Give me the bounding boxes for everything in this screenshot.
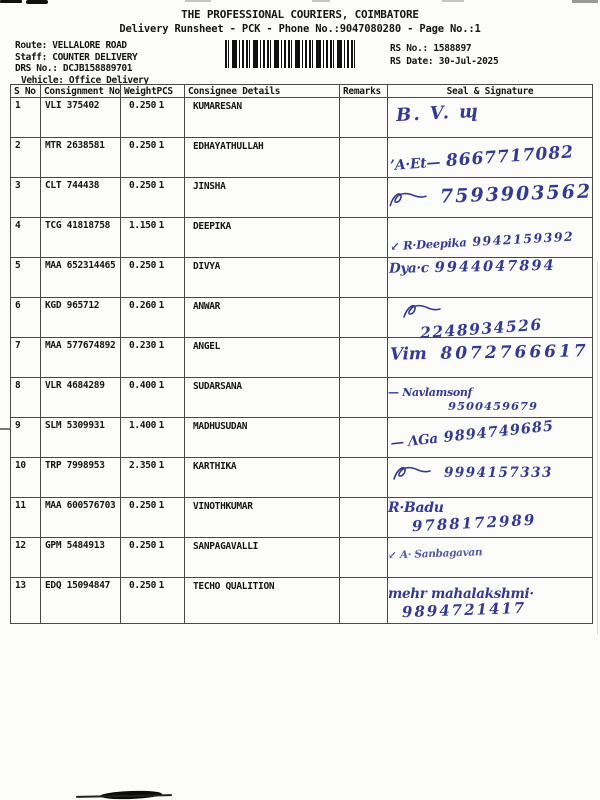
signature-cell <box>388 378 593 418</box>
weight-pcs-cell <box>121 418 185 458</box>
weight-pcs-cell <box>121 578 185 624</box>
pcs-value: 1 <box>158 580 164 592</box>
drs-value: DCJB158889701 <box>62 63 133 74</box>
signature-text: ’A·Et— <box>389 154 441 174</box>
table-row <box>11 498 593 538</box>
sno-cell: 13 <box>11 578 41 624</box>
table-row <box>11 138 593 178</box>
weight-pcs-cell <box>121 338 185 378</box>
pcs-value: 1 <box>158 340 164 352</box>
signature-text: Vim <box>389 344 427 366</box>
scan-dash <box>442 0 464 2</box>
consignment-cell: GPM 5484913 <box>41 538 121 578</box>
handwritten-signature <box>388 301 592 343</box>
header-seal-signature: Seal & Signature <box>388 85 593 98</box>
table-row <box>11 458 593 498</box>
remarks-cell <box>340 178 388 218</box>
header-consignee: Consignee Details <box>185 85 340 98</box>
table-row <box>11 538 593 578</box>
handwritten-signature <box>390 143 593 175</box>
signature-phone: 9894749685 <box>442 417 555 447</box>
pcs-value: 1 <box>158 420 164 432</box>
weight-pcs-cell <box>121 98 185 138</box>
sno-cell: 2 <box>11 138 41 178</box>
rs-no-value: 1588897 <box>433 43 472 54</box>
scan-edge-line <box>597 262 598 634</box>
weight-value: 1.400 <box>129 420 157 432</box>
weight-value: 0.400 <box>129 380 157 392</box>
signature-phone: 9942159392 <box>471 228 575 249</box>
remarks-cell <box>340 338 388 378</box>
handwritten-signature <box>388 586 592 622</box>
handwritten-signature <box>396 97 593 126</box>
consignee-cell: KARTHIKA <box>185 458 340 498</box>
weight-pcs-cell <box>121 178 185 218</box>
shipment-info-block <box>15 40 149 86</box>
pcs-value: 1 <box>158 540 164 552</box>
signature-cell <box>388 178 593 218</box>
consignment-cell: VLI 375402 <box>41 98 121 138</box>
signature-cell <box>388 538 593 578</box>
signature-phone: 9500459679 <box>448 398 539 413</box>
vehicle-value: Office Delivery <box>68 74 149 86</box>
scan-mark-top-left <box>26 0 48 4</box>
signature-cell <box>388 578 593 624</box>
pcs-value: 1 <box>158 220 164 231</box>
handwritten-signature <box>388 387 592 412</box>
consignee-cell: JINSHA <box>185 178 340 218</box>
consignee-cell: EDHAYATHULLAH <box>185 138 340 178</box>
signature-text: B. V. ɰ <box>395 100 481 127</box>
consignee-cell: SANPAGAVALLI <box>185 538 340 578</box>
table-row <box>11 338 593 378</box>
consignment-cell: EDQ 15094847 <box>41 578 121 624</box>
scan-dash <box>572 0 598 3</box>
remarks-cell <box>340 418 388 458</box>
signature-cell <box>388 458 593 498</box>
weight-value: 2.350 <box>129 460 157 472</box>
sno-cell: 11 <box>11 498 41 538</box>
handwritten-signature <box>389 341 592 366</box>
signature-phone: 9788172989 <box>411 510 537 536</box>
handwritten-signature <box>389 257 592 276</box>
signature-text: R·Badu <box>388 500 444 517</box>
signature-cell <box>388 338 593 378</box>
rs-date-value: 30-Jul-2025 <box>438 56 499 67</box>
staff-value: COUNTER DELIVERY <box>52 51 138 63</box>
page-subtitle: Delivery Runsheet - PCK - Phone No.:9047080280 - Page No.:1 <box>119 23 481 35</box>
scan-edge-tick <box>0 428 10 430</box>
scan-dash <box>312 0 330 2</box>
sno-cell: 1 <box>11 98 41 138</box>
rs-date-line: RS Date: 30-Jul-2025 <box>390 56 499 67</box>
sno-cell: 10 <box>11 458 41 498</box>
table-row <box>11 178 593 218</box>
scan-dash <box>185 0 211 2</box>
signature-scribble <box>402 301 442 321</box>
table-row <box>11 578 593 624</box>
weight-value: 0.250 <box>129 540 157 552</box>
remarks-cell <box>340 258 388 298</box>
signature-cell <box>388 258 593 298</box>
signature-phone: 8667717082 <box>445 142 575 172</box>
weight-pcs-cell <box>121 138 185 178</box>
header-weight: Weight <box>124 86 157 97</box>
sno-cell: 3 <box>11 178 41 218</box>
remarks-cell <box>340 578 388 624</box>
sno-cell: 5 <box>11 258 41 298</box>
consignment-cell: VLR 4684289 <box>41 378 121 418</box>
signature-phone: 7593903562 <box>439 180 593 208</box>
consignment-cell: SLM 5309931 <box>41 418 121 458</box>
pcs-value: 1 <box>158 100 164 111</box>
remarks-cell <box>340 378 388 418</box>
handwritten-signature <box>388 500 592 536</box>
weight-pcs-cell <box>121 258 185 298</box>
pcs-value: 1 <box>158 380 164 392</box>
consignee-cell: ANGEL <box>185 338 340 378</box>
consignment-cell: TRP 7998953 <box>41 458 121 498</box>
pcs-value: 1 <box>158 260 164 271</box>
signature-phone: 8072766617 <box>440 341 589 365</box>
remarks-cell <box>340 218 388 258</box>
rs-info-block <box>390 42 498 68</box>
table-row <box>11 298 593 338</box>
weight-value: 0.250 <box>129 260 157 271</box>
signature-phone: 2248934526 <box>419 314 544 343</box>
sno-cell: 12 <box>11 538 41 578</box>
remarks-cell <box>340 138 388 178</box>
remarks-cell <box>340 98 388 138</box>
table-header-row <box>11 85 593 98</box>
signature-cell <box>388 298 593 343</box>
page-title: THE PROFESSIONAL COURIERS, COIMBATORE <box>181 8 419 21</box>
weight-value: 0.250 <box>129 580 157 592</box>
consignee-cell: DIVYA <box>185 258 340 298</box>
weight-value: 1.150 <box>129 220 157 231</box>
consignee-cell: KUMARESAN <box>185 98 340 138</box>
remarks-cell <box>340 498 388 538</box>
weight-value: 0.250 <box>129 500 157 512</box>
signature-cell <box>388 498 593 538</box>
vehicle-line: Vehicle: Office Delivery <box>21 74 149 86</box>
signature-text: ↙ R·Deepika <box>389 234 467 253</box>
consignee-cell: TECHO QUALITION <box>185 578 340 624</box>
remarks-cell <box>340 298 388 338</box>
signature-phone: 9944047894 <box>434 256 556 276</box>
scan-mark-top-left <box>0 0 22 3</box>
table-row <box>11 258 593 298</box>
drs-line: DRS No.: DCJB158889701 <box>15 63 133 74</box>
weight-value: 0.260 <box>129 300 157 311</box>
pcs-value: 1 <box>158 140 164 151</box>
handwritten-signature <box>388 544 592 562</box>
pcs-value: 1 <box>158 180 164 191</box>
runsheet-table <box>10 84 593 624</box>
signature-text: mehr mahalakshmi· <box>388 586 534 603</box>
table-row <box>11 378 593 418</box>
signature-text: ↙ A· Sanbagavan <box>387 546 483 562</box>
consignment-cell: CLT 744438 <box>41 178 121 218</box>
weight-pcs-cell <box>121 458 185 498</box>
sno-cell: 4 <box>11 218 41 258</box>
weight-pcs-cell <box>121 378 185 418</box>
runsheet-body <box>11 98 593 624</box>
handwritten-signature <box>390 229 592 253</box>
signature-cell <box>388 138 593 178</box>
handwritten-signature <box>392 463 592 483</box>
header-weight-pcs <box>121 85 185 98</box>
consignment-cell: KGD 965712 <box>41 298 121 338</box>
remarks-cell <box>340 458 388 498</box>
signature-text: — ΛGa <box>389 430 439 452</box>
signature-cell <box>388 98 593 138</box>
weight-pcs-cell <box>121 218 185 258</box>
weight-value: 0.230 <box>129 340 157 352</box>
consignee-cell: VINOTHKUMAR <box>185 498 340 538</box>
handwritten-signature <box>390 415 592 451</box>
signature-scribble <box>388 188 429 209</box>
consignee-cell: MADHUSUDAN <box>185 418 340 458</box>
consignment-cell: TCG 41818758 <box>41 218 121 258</box>
pcs-value: 1 <box>158 300 164 311</box>
pcs-value: 1 <box>158 500 164 512</box>
signature-text: Dya·c <box>388 259 429 277</box>
sno-cell: 6 <box>11 298 41 338</box>
barcode-image <box>225 40 355 68</box>
weight-value: 0.250 <box>129 100 157 111</box>
signature-phone: 9894721417 <box>401 599 527 622</box>
consignment-cell: MAA 577674892 <box>41 338 121 378</box>
consignee-cell: SUDARSANA <box>185 378 340 418</box>
consignment-cell: MAA 600576703 <box>41 498 121 538</box>
signature-cell <box>388 218 593 258</box>
sno-cell: 7 <box>11 338 41 378</box>
table-row <box>11 98 593 138</box>
weight-pcs-cell <box>121 498 185 538</box>
weight-value: 0.250 <box>129 180 157 191</box>
header-sno: S No <box>11 85 41 98</box>
signature-cell <box>388 418 593 458</box>
handwritten-signature <box>388 182 593 209</box>
consignment-cell: MTR 2638581 <box>41 138 121 178</box>
staff-line: Staff: COUNTER DELIVERY <box>15 51 138 63</box>
consignee-cell: DEEPIKA <box>185 218 340 258</box>
consignment-cell: MAA 652314465 <box>41 258 121 298</box>
table-row <box>11 218 593 258</box>
sno-cell: 8 <box>11 378 41 418</box>
route-line: Route: VELLALORE ROAD <box>15 40 127 51</box>
table-row <box>11 418 593 458</box>
header-pcs: PCS <box>156 86 173 97</box>
weight-pcs-cell <box>121 538 185 578</box>
remarks-cell <box>340 538 388 578</box>
weight-value: 0.250 <box>129 140 157 151</box>
pcs-value: 1 <box>158 460 164 472</box>
weight-pcs-cell <box>121 298 185 338</box>
rs-no-line: RS No.: 1588897 <box>390 43 472 54</box>
header-consignment: Consignment No <box>41 85 121 98</box>
route-value: VELLALORE ROAD <box>52 40 127 51</box>
header-remarks: Remarks <box>340 85 388 98</box>
signature-scribble <box>392 463 432 483</box>
signature-text: — Navlamsonf <box>388 386 473 400</box>
signature-phone: 9994157333 <box>444 465 553 482</box>
consignee-cell: ANWAR <box>185 298 340 338</box>
sno-cell: 9 <box>11 418 41 458</box>
